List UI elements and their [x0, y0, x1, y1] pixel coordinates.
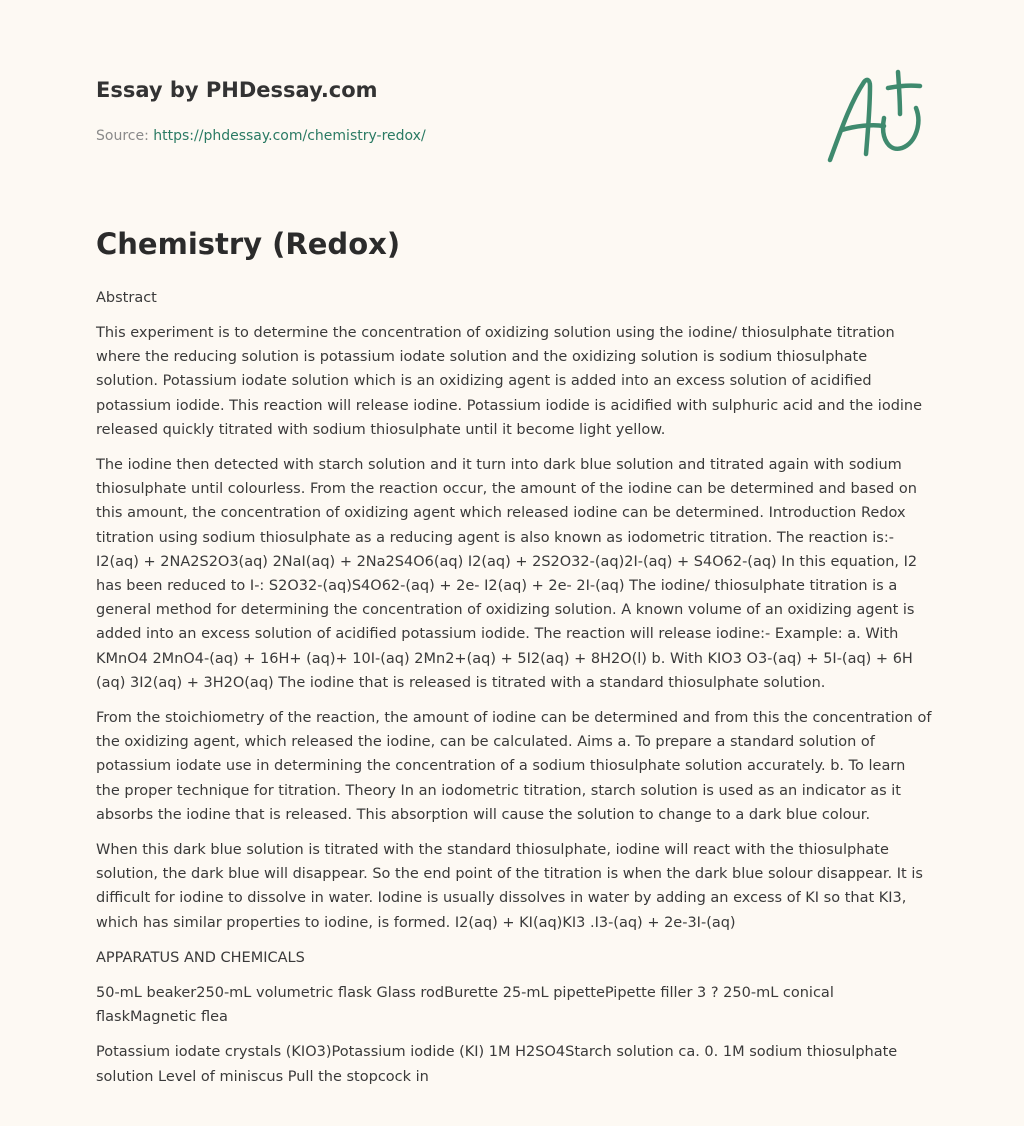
article-body: [96, 222, 932, 1089]
source-label: Source:: [96, 128, 149, 144]
paragraph-apparatus-list: 50-mL beaker250-mL volumetric flask Glass rodBurette 25-mL pipettePipette filler 3 ? 250-mL conical flaskMagnetic flea: [96, 985, 834, 1026]
paragraph-4: When this dark blue solution is titrated with the standard thiosulphate, iodine will react with the thiosulphate solution, the dark blue will disappear. So the end point of the titration is when the dark blue solour disappear. It is difficult for iodine to dissolve in water. Iodine is usually dissolves in water by adding an excess of KI so that KI3, which has similar properties to iodine, is formed. I2(aq) + KI(aq)KI3 .I3-(aq) + 2e-3I-(aq): [96, 842, 923, 931]
paragraph-3: From the stoichiometry of the reaction, the amount of iodine can be determined and from this the concentration of the oxidizing agent, which released the iodine, can be calculated. Aims a. To prepare a standard solution of potassium iodate use in determining the concentration of a sodium thiosulphate solution accurately. b. To learn the proper technique for titration. Theory In an iodometric titration, starch solution is used as an indicator as it absorbs the iodine that is released. This absorption will cause the solution to change to a dark blue colour.: [96, 710, 932, 823]
paragraph-1: This experiment is to determine the concentration of oxidizing solution using the iodine/ thiosulphate titration where the reducing solution is potassium iodate solution and the oxidizing solution is sodium thiosulphate solution. Potassium iodate solution which is an oxidizing agent is added into an excess solution of acidified potassium iodide. This reaction will release iodine. Potassium iodide is acidified with sulphuric acid and the iodine released quickly titrated with sodium thiosulphate until it become light yellow.: [96, 325, 923, 438]
page-header: [96, 76, 796, 146]
source-line: [96, 126, 796, 146]
paragraph-2: The iodine then detected with starch solution and it turn into dark blue solution and titrated again with sodium thiosulphate until colourless. From the reaction occur, the amount of the iodine can be determined and based on this amount, the concentration of oxidizing agent which released iodine can be determined. Introduction Redox titration using sodium thiosulphate as a reducing agent is also known as iodometric titration. The reaction is:- I2(aq) + 2NA2S2O3(aq) 2NaI(aq) + 2Na2S4O6(aq) I2(aq) + 2S2O32-(aq)2I-(aq) + S4O62-(aq) In this equation, I2 has been reduced to I-: S2O32-(aq)S4O62-(aq) + 2e- I2(aq) + 2e- 2I-(aq) The iodine/ thiosulphate titration is a general method for determining the concentration of oxidizing solution. A known volume of an oxidizing agent is added into an excess solution of acidified potassium iodide. The reaction will release iodine:- Example: a. With KMnO4 2MnO4-(aq) + 16H+ (aq)+ 10I-(aq) 2Mn2+(aq) + 5I2(aq) + 8H2O(l) b. With KIO3 O3-(aq) + 5I-(aq) + 6H (aq) 3I2(aq) + 3H2O(aq) The iodine that is released is titrated with a standard thiosulphate solution.: [96, 457, 918, 691]
a-plus-logo-icon: [820, 68, 930, 168]
article-title: Chemistry (Redox): [96, 227, 401, 261]
paragraph-chemicals-list: Potassium iodate crystals (KIO3)Potassium iodide (KI) 1M H2SO4Starch solution ca. 0. 1M sodium thiosulphate solution Level of miniscus Pull the stopcock in: [96, 1044, 898, 1085]
abstract-label: Abstract: [96, 290, 157, 306]
section-heading-apparatus: APPARATUS AND CHEMICALS: [96, 949, 305, 966]
site-title: Essay by PHDessay.com: [96, 78, 378, 102]
source-link[interactable]: https://phdessay.com/chemistry-redox/: [153, 128, 426, 144]
